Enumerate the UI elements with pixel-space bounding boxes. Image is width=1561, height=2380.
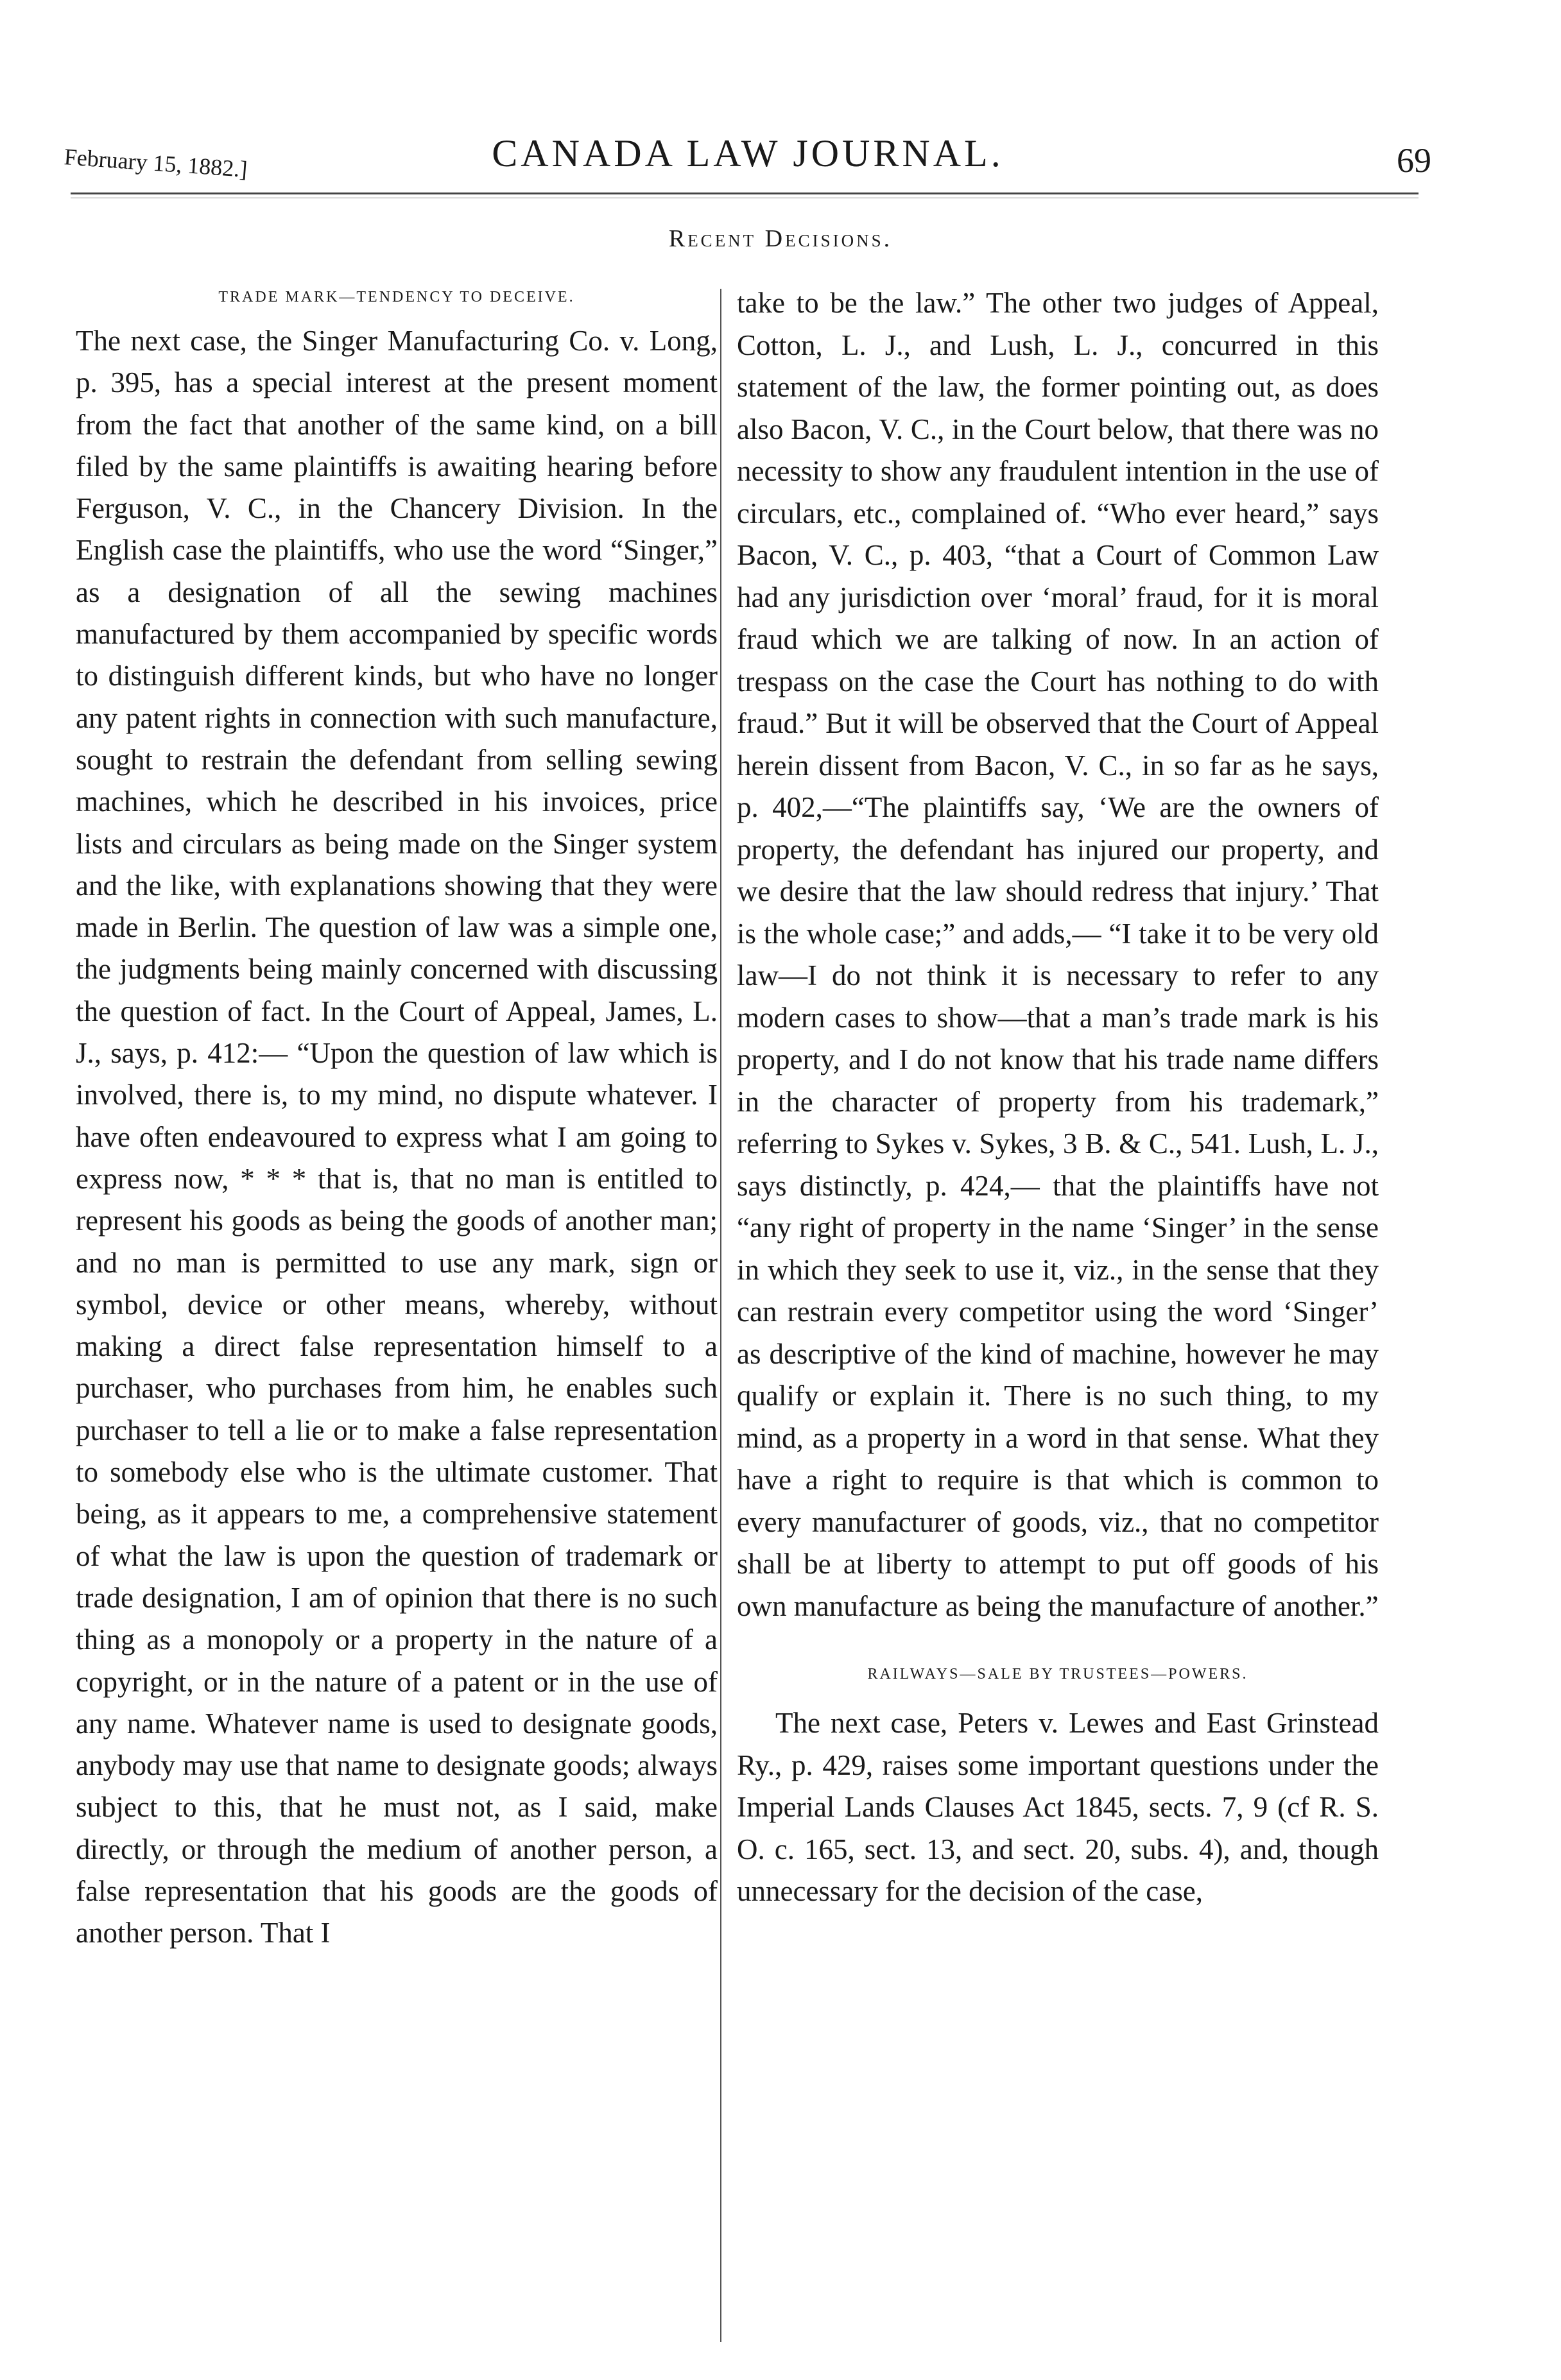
page-number: 69 [1397, 141, 1431, 180]
paragraph-peters-case: The next case, Peters v. Lewes and East Grinstead Ry., p. 429, raises some important questions under the Imperial Lands Clauses Act 1845, sects. 7, 9 (cf R. S. O. c. 165, sect. 13, and sect. 20, subs. 4), and, though unnecessary for the decision of the case, [737, 1707, 1379, 1907]
paragraph-singer-case: The next case, the Singer Manufacturing Co. v. Long, p. 395, has a special interest at the present moment from the fact that another of the same kind, on a bill filed by the same plaintiffs is awaiting hearing before Ferguson, V. C., in the Chancery Division. In the English case the plaintiffs, who use the word “Singer,” as a designation of all the sewing machines manufactured by them accompanied by specific words to distinguish different kinds, but who have no longer any patent rights in connection with such manufacture, sought to restrain the defendant from selling sewing machines, which he described in his invoices, price lists and circulars as being made on the Singer system and the like, with explanations showing that they were made in Berlin. The question of law was a simple one, the judgments being mainly concerned with discussing the question of fact. In the Court of Appeal, James, L. J., says, p. 412:— “Upon the question of law which is involved, there is, to my mind, no dispute whatever. I have often endeavoured to express what I am going to express now, * * * that is, that no man is entitled to represent his goods as being the goods of another man; and no man is permitted to use any mark, sign or symbol, device or other means, whereby, without making a direct false representation himself to a purchaser, who purchases from him, he enables such purchaser to tell a lie or to make a false representation to somebody else who is the ultimate customer. That being, as it appears to me, a comprehensive statement of what the law is upon the question of trademark or trade designation, I am of opinion that there is no such thing as a monopoly or a property in the nature of a copyright, or in the nature of a patent or in the use of any name. Whatever name is used to designate goods, anybody may use that name to designate goods; always subject to this, that he must not, as I said, make directly, or through the medium of another person, a false representation that his goods are the goods of another person. That I [76, 325, 718, 1949]
issue-date: February 15, 1882.] [63, 144, 248, 182]
journal-title: CANADA LAW JOURNAL. [492, 132, 1004, 175]
left-column [76, 282, 718, 1955]
running-head [64, 132, 1431, 189]
right-column [737, 282, 1379, 1913]
header-rule [71, 193, 1419, 194]
paragraph-continuation: take to be the law.” The other two judges of Appeal, Cotton, L. J., and Lush, L. J., concurred in this statement of the law, the former pointing out, as does also Bacon, V. C., in the Court below, that there was no necessity to show any fraudulent intention in the use of circulars, etc., complained of. “Who ever heard,” says Bacon, V. C., p. 403, “that a Court of Common Law had any jurisdiction over ‘moral’ fraud, for it is moral fraud which we are talking of now. In an action of trespass on the case the Court has nothing to do with fraud.” But it will be observed that the Court of Appeal herein dissent from Bacon, V. C., in so far as he says, p. 402,—“The plaintiffs say, ‘We are the owners of property, the defendant has injured our property, and we desire that the law should redress that injury.’ That is the whole case;” and adds,— “I take it to be very old law—I do not think it is necessary to refer to any modern cases to show—that a man’s trade mark is his property, and I do not know that his trade name differs in the character of property from his trademark,” referring to Sykes v. Sykes, 3 B. & C., 541. Lush, L. J., says distinctly, p. 424,— that the plaintiffs have not “any right of property in the name ‘Singer’ in the sense in which they seek to use it, viz., in the sense that they can restrain every competitor using the word ‘Singer’ as descriptive of the kind of machine, however he may qualify or explain it. There is no such thing, to my mind, as a property in a word in that sense. What they have a right to require is that which is common to every manufacturer of goods, viz., that no competitor shall be at liberty to attempt to put off goods of his own manufacture as being the manufacture of another.” [737, 287, 1379, 1622]
subheading-trade-mark: TRADE MARK—TENDENCY TO DECEIVE. [218, 289, 575, 305]
subheading-railways: RAILWAYS—SALE BY TRUSTEES—POWERS. [867, 1666, 1248, 1682]
section-title: Recent Decisions. [668, 225, 893, 252]
column-divider [720, 289, 721, 2342]
